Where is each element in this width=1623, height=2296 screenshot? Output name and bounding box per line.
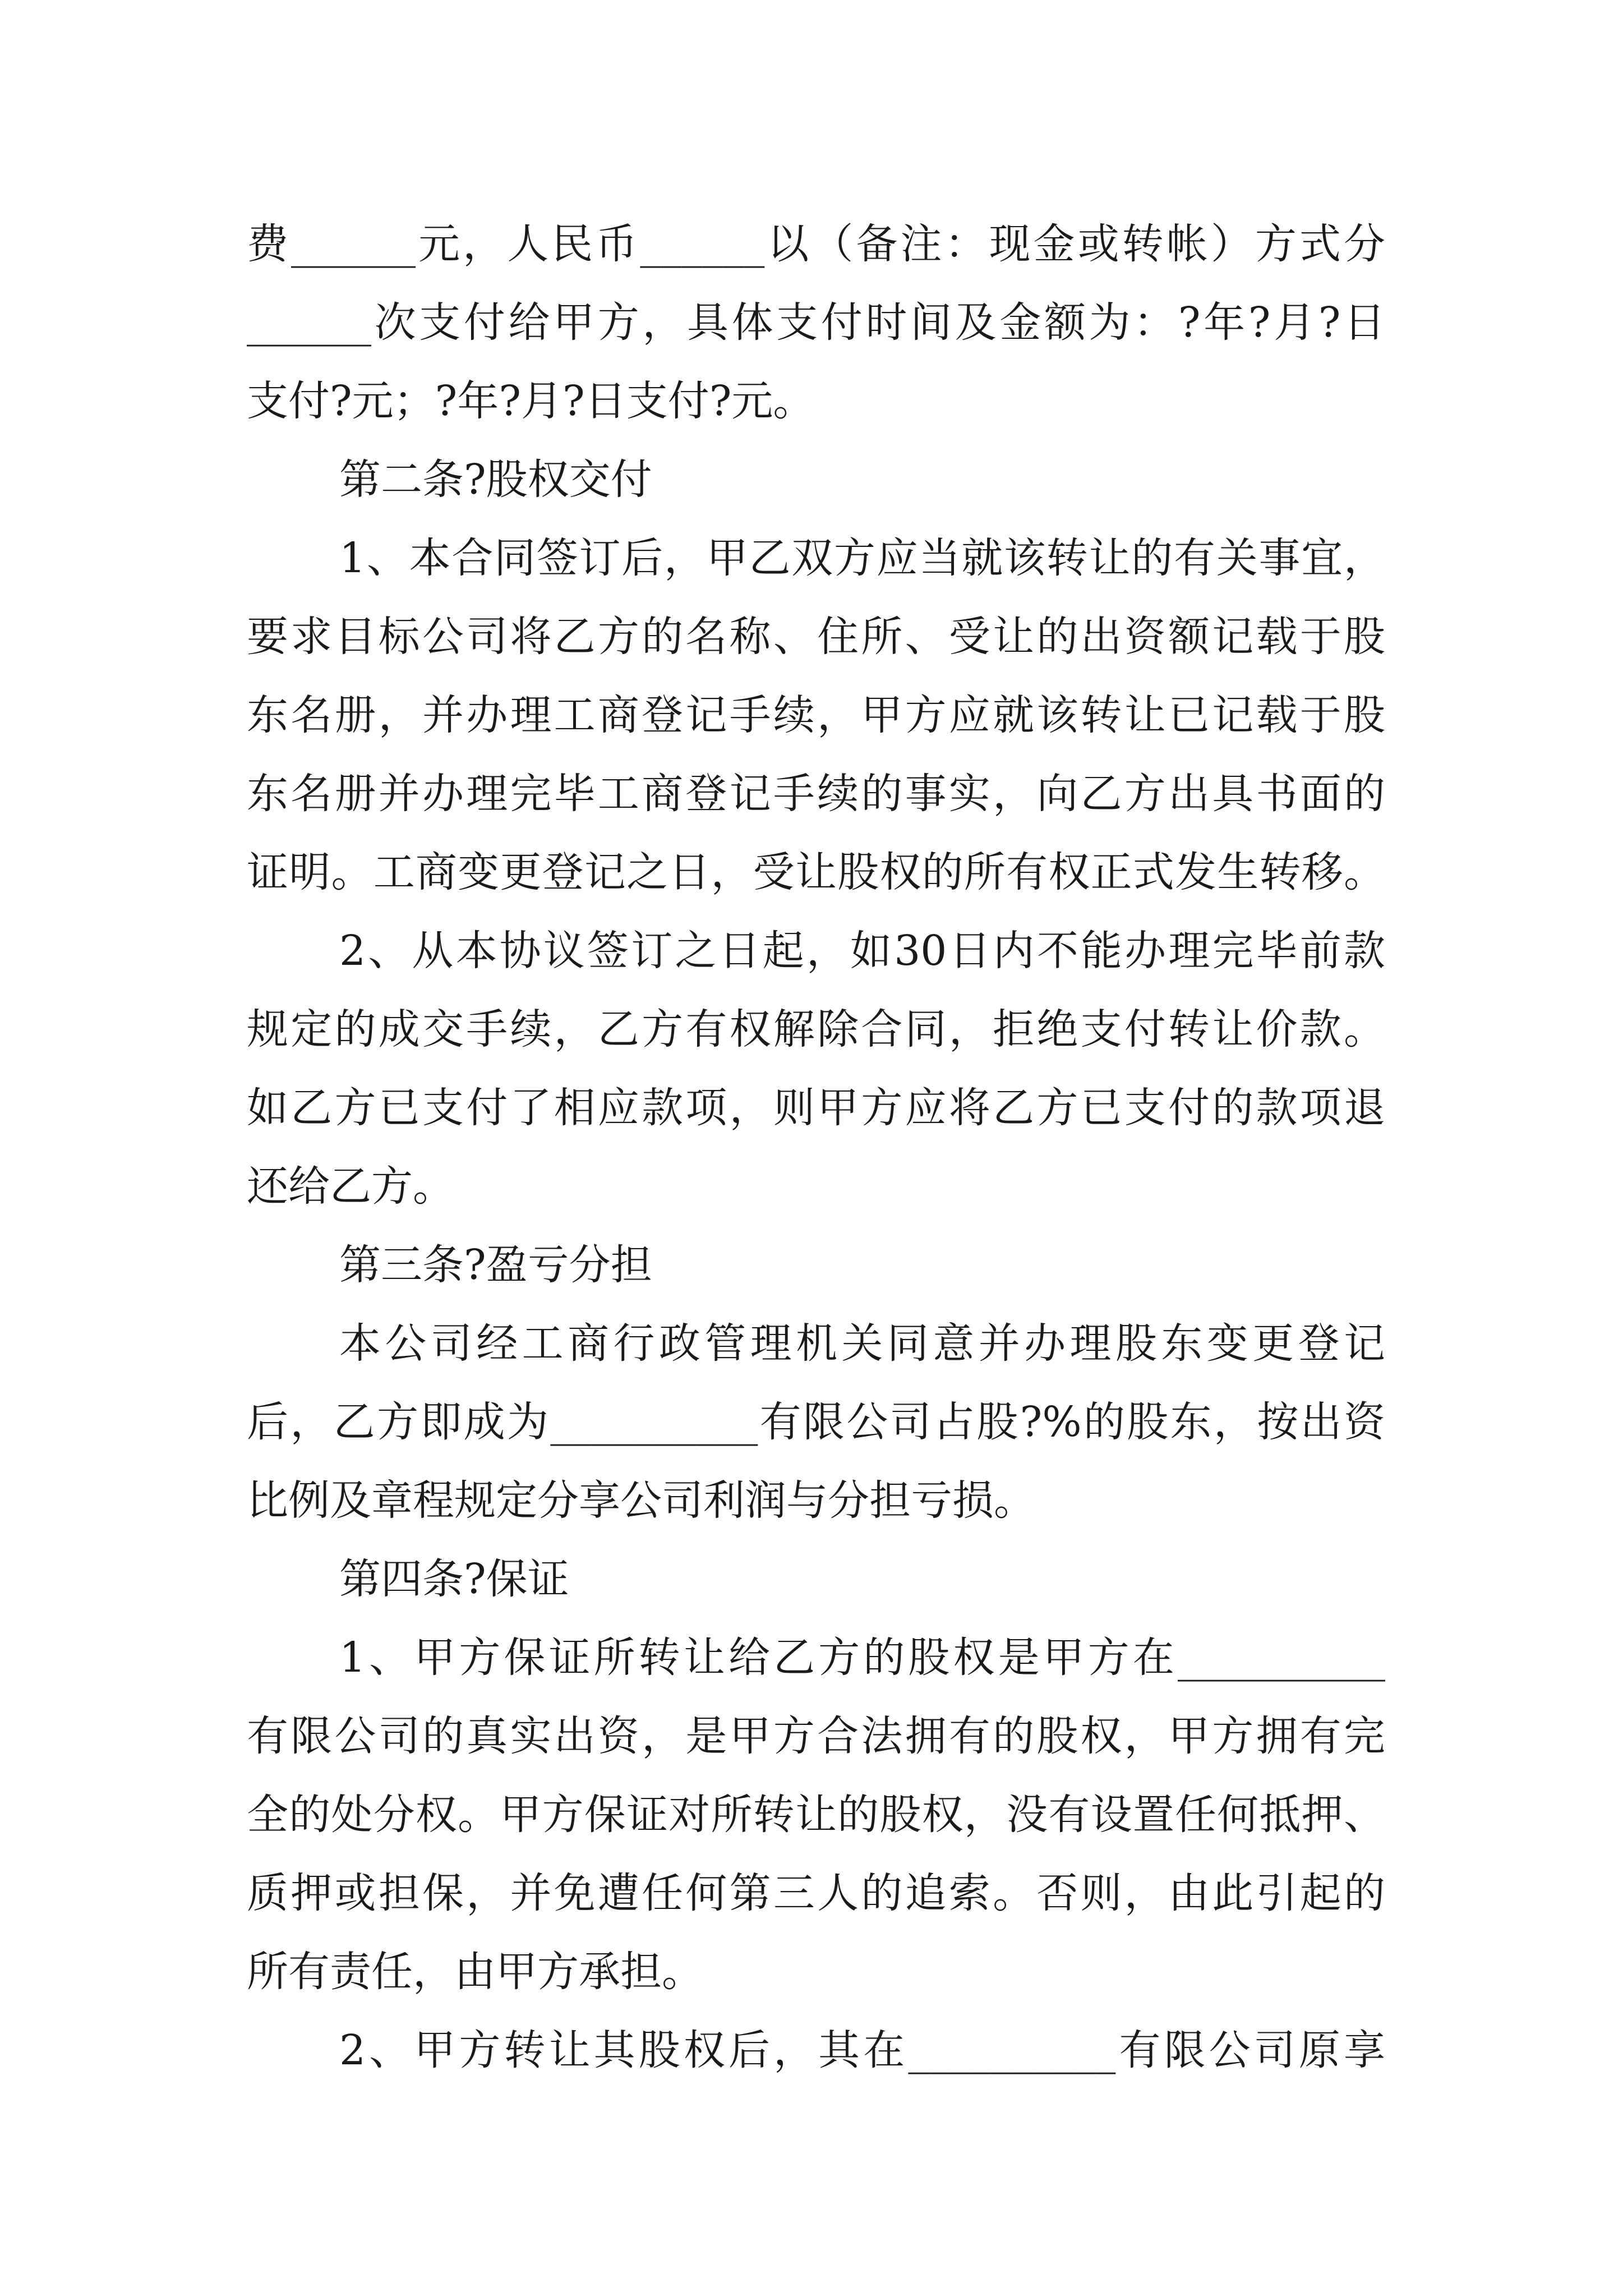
paragraph-line: 费______元，人民币______以（备注：现金或转帐）方式分: [247, 220, 1385, 268]
section-heading: 第四条?保证: [339, 1555, 569, 1603]
paragraph-line: 还给乙方。: [247, 1162, 454, 1211]
paragraph-line: 质押或担保，并免遭任何第三人的追索。否则，由此引起的: [247, 1869, 1385, 1917]
paragraph-line: 支付?元；?年?月?日支付?元。: [247, 377, 815, 425]
paragraph-line: 所有责任，由甲方承担。: [247, 1948, 703, 1996]
paragraph-line: 全的处分权。甲方保证对所转让的股权，没有设置任何抵押、: [247, 1791, 1385, 1839]
paragraph-line: 有限公司的真实出资，是甲方合法拥有的股权，甲方拥有完: [247, 1712, 1385, 1760]
paragraph-line: 东名册，并办理工商登记手续，甲方应就该转让已记载于股: [247, 691, 1385, 739]
paragraph-line: ______次支付给甲方，具体支付时间及金额为：?年?月?日: [247, 298, 1385, 347]
paragraph-line: 1、甲方保证所转让给乙方的股权是甲方在__________: [339, 1634, 1385, 1682]
paragraph-line: 本公司经工商行政管理机关同意并办理股东变更登记: [339, 1319, 1385, 1368]
paragraph-line: 比例及章程规定分享公司利润与分担亏损。: [247, 1476, 1035, 1525]
paragraph-line: 如乙方已支付了相应款项，则甲方应将乙方已支付的款项退: [247, 1084, 1385, 1132]
paragraph-line: 2、甲方转让其股权后，其在__________有限公司原享: [339, 2026, 1385, 2074]
paragraph-line: 后，乙方即成为__________有限公司占股?%的股东，按出资: [247, 1398, 1385, 1446]
paragraph-line: 要求目标公司将乙方的名称、住所、受让的出资额记载于股: [247, 613, 1385, 661]
paragraph-line: 东名册并办理完毕工商登记手续的事实，向乙方出具书面的: [247, 770, 1385, 818]
section-heading: 第二条?股权交付: [339, 455, 652, 504]
paragraph-line: 规定的成交手续，乙方有权解除合同，拒绝支付转让价款。: [247, 1005, 1385, 1053]
section-heading: 第三条?盈亏分担: [339, 1241, 652, 1289]
paragraph-line: 1、本合同签订后，甲乙双方应当就该转让的有关事宜，: [339, 534, 1385, 582]
paragraph-line: 2、从本协议签订之日起，如30日内不能办理完毕前款: [339, 927, 1385, 975]
paragraph-line: 证明。工商变更登记之日，受让股权的所有权正式发生转移。: [247, 848, 1385, 896]
